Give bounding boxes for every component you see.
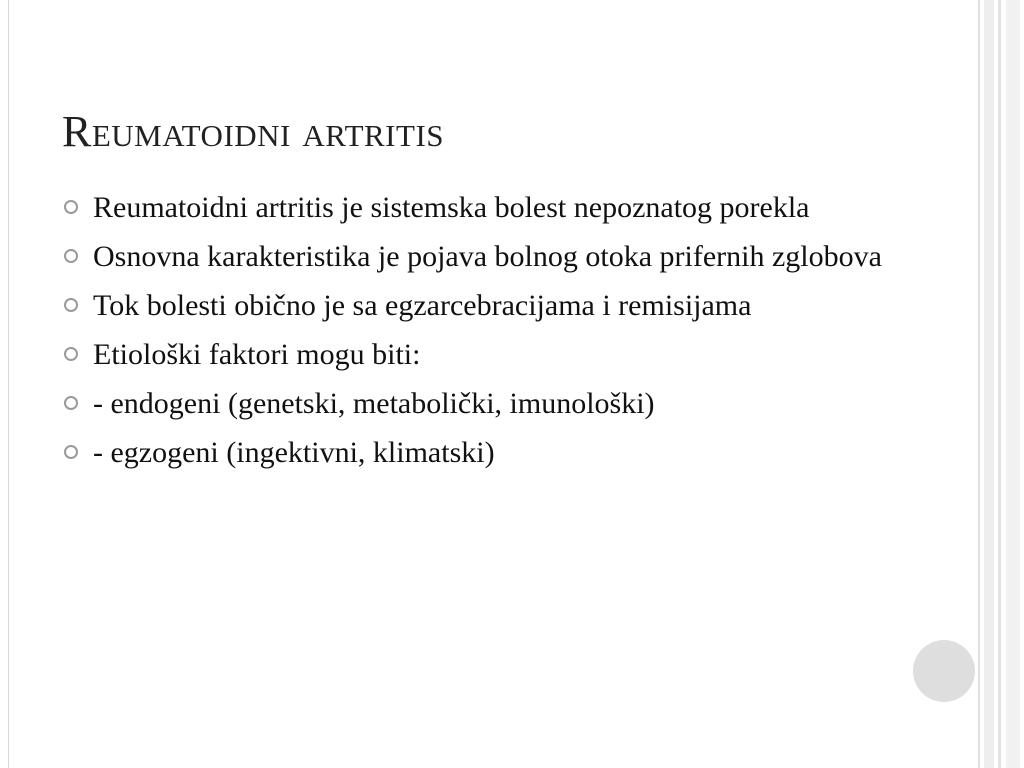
decorative-circle [913, 640, 975, 702]
bullet-text: Reumatoidni artritis je sistemska bolest nepoznatog porekla [93, 191, 810, 224]
stripe [998, 0, 1001, 768]
bullet-item [62, 383, 882, 424]
left-frame-line [8, 0, 9, 768]
ring-bullet-icon [64, 298, 78, 312]
bullet-item [62, 236, 882, 277]
right-decorative-stripes [978, 0, 1024, 768]
bullet-text: - egzogeni (ingektivni, klimatski) [93, 436, 495, 469]
bullet-item [62, 285, 882, 326]
stripe [1006, 0, 1020, 768]
bullet-item [62, 432, 882, 473]
ring-bullet-icon [64, 347, 78, 361]
ring-bullet-icon [64, 396, 78, 410]
ring-bullet-icon [64, 445, 78, 459]
ring-bullet-icon [64, 249, 78, 263]
bullet-item [62, 334, 882, 375]
bullet-list [62, 187, 882, 481]
bullet-item [62, 187, 882, 228]
ring-bullet-icon [64, 200, 78, 214]
stripe [984, 0, 994, 768]
bullet-text: Osnovna karakteristika je pojava bolnog otoka prifernih zglobova [93, 240, 882, 273]
bullet-text: Etiološki faktori mogu biti: [93, 338, 421, 371]
stripe [978, 0, 980, 768]
slide-title: Reumatoidni artritis [62, 107, 445, 156]
bullet-text: - endogeni (genetski, metabolički, imunološki) [93, 387, 655, 420]
bullet-text: Tok bolesti obično je sa egzarcebracijama i remisijama [93, 289, 752, 322]
